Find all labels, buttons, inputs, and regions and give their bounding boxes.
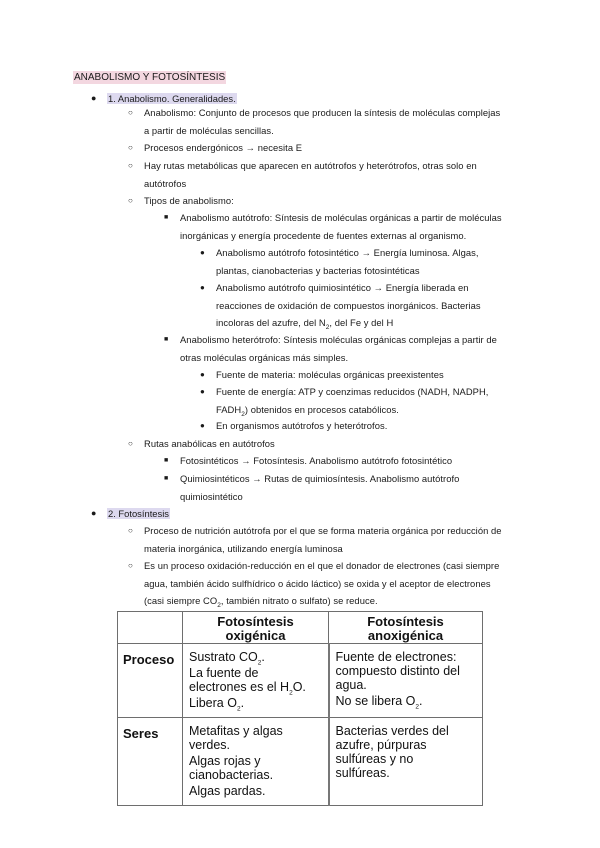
page-title: ANABOLISMO Y FOTOSÍNTESIS bbox=[74, 72, 226, 83]
bullet-hollow-icon: ○ bbox=[128, 561, 133, 570]
column-header-anoxigenica: Fotosíntesis anoxigénica bbox=[329, 612, 483, 644]
table-header-row bbox=[118, 612, 483, 644]
list-item-quimiosintetico: Anabolismo autótrofo quimiosintético → Energía liberada en reacciones de oxidación de compuestos inorgánicos. Bacterias incoloras del azufre, del $N_2$, del Fe y del H bbox=[216, 282, 481, 331]
table-cell: Bacterias verdes del azufre, púrpuras sulfúreas y no sulfúreas. bbox=[329, 718, 483, 806]
bullet-dot-icon: ● bbox=[200, 370, 205, 379]
bullet-hollow-icon: ○ bbox=[128, 526, 133, 535]
list-item-proceso: Proceso de nutrición autótrofa por el que se forma materia orgánica por reducción de materia inorgánica, utilizando energía luminosa bbox=[144, 525, 502, 554]
list-item-endergonicos: Procesos endergónicos → necesita E bbox=[144, 142, 303, 153]
bullet-filled-icon: ● bbox=[91, 508, 97, 518]
table-cell: Metafitas y algas verdes. Algas rojas y cianobacterias. Algas pardas. bbox=[183, 718, 329, 806]
bullet-square-icon: ■ bbox=[164, 214, 169, 221]
list-item-quimiosinteticos: Quimiosintéticos → Rutas de quimiosíntesis. Anabolismo autótrofo quimiosintético bbox=[180, 473, 460, 502]
bullet-hollow-icon: ○ bbox=[128, 439, 133, 448]
bullet-dot-icon: ● bbox=[200, 387, 205, 396]
bullet-hollow-icon: ○ bbox=[128, 196, 133, 205]
bullet-square-icon: ■ bbox=[164, 336, 169, 343]
list-item-tipos: Tipos de anabolismo: bbox=[144, 195, 234, 206]
list-item-rutas: Hay rutas metabólicas que aparecen en autótrofos y heterótrofos, otras solo en autótrofos bbox=[144, 160, 477, 189]
list-item-materia: Fuente de materia: moléculas orgánicas preexistentes bbox=[216, 369, 444, 380]
list-item-organismos: En organismos autótrofos y heterótrofos. bbox=[216, 420, 388, 431]
list-item-heterotrofo: Anabolismo heterótrofo: Síntesis moléculas orgánicas complejas a partir de otras moléculas orgánicas más simples. bbox=[180, 334, 497, 363]
bullet-dot-icon: ● bbox=[200, 248, 205, 257]
bullet-square-icon: ■ bbox=[164, 475, 169, 482]
table-cell: Fuente de electrones: compuesto distinto del agua. No se libera $O_2$. bbox=[329, 644, 483, 718]
comparison-table bbox=[117, 611, 483, 806]
list-item-energia: Fuente de energía: ATP y coenzimas reducidos (NADH, NADPH, $FADH_2$) obtenidos en procesos catabólicos. bbox=[216, 386, 489, 418]
section-heading-2: 2. Fotosíntesis bbox=[108, 508, 169, 519]
list-item-fotosinteticos: Fotosintéticos → Fotosíntesis. Anabolismo autótrofo fotosintético bbox=[180, 455, 453, 466]
section-heading-1: 1. Anabolismo. Generalidades. bbox=[108, 93, 236, 104]
table-cell: Sustrato $CO_2$. La fuente de electrones es el $H_2O$. Libera $O_2$. bbox=[183, 644, 329, 718]
bullet-hollow-icon: ○ bbox=[128, 108, 133, 117]
list-item-rutas-anabolicas: Rutas anabólicas en autótrofos bbox=[144, 438, 275, 449]
list-item-redox: Es un proceso oxidación-reducción en el que el donador de electrones (casi siempre agua, también ácido sulfhídrico o ácido láctico) se oxida y el aceptor de electrones (casi siempre $CO_2$, también nitrato o sulfato) se reduce. bbox=[144, 560, 500, 609]
bullet-square-icon: ■ bbox=[164, 457, 169, 464]
column-header-oxigenica: Fotosíntesis oxigénica bbox=[183, 612, 329, 644]
bullet-hollow-icon: ○ bbox=[128, 143, 133, 152]
table-corner-cell bbox=[118, 612, 183, 644]
table-row bbox=[118, 718, 483, 806]
list-item-autotrofo: Anabolismo autótrofo: Síntesis de moléculas orgánicas a partir de moléculas inorgánicas y energía procedente de fuentes externas al organismo. bbox=[180, 212, 502, 241]
table-row bbox=[118, 644, 483, 718]
list-item-fotosintetico: Anabolismo autótrofo fotosintético → Energía luminosa. Algas, plantas, cianobacterias y bacterias fotosintéticas bbox=[216, 247, 479, 276]
bullet-dot-icon: ● bbox=[200, 421, 205, 430]
bullet-dot-icon: ● bbox=[200, 283, 205, 292]
row-header-proceso: Proceso bbox=[118, 644, 183, 718]
bullet-hollow-icon: ○ bbox=[128, 161, 133, 170]
row-header-seres: Seres bbox=[118, 718, 183, 806]
list-item-anabolismo: Anabolismo: Conjunto de procesos que producen la síntesis de moléculas complejas a partir de moléculas sencillas. bbox=[144, 107, 501, 136]
bullet-filled-icon: ● bbox=[91, 93, 97, 103]
